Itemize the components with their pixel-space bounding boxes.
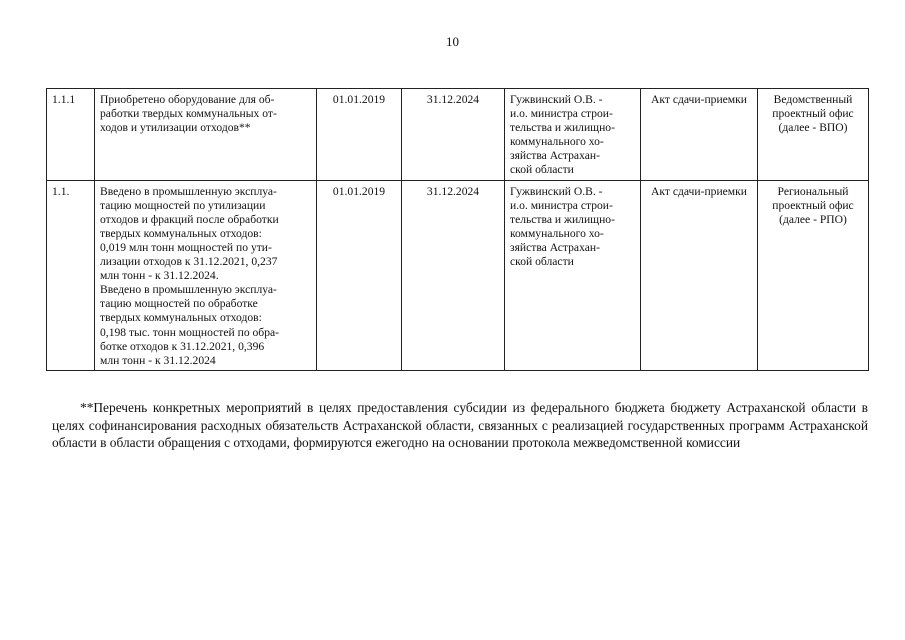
responsible-person: Гужвинский О.В. - и.о. министра строи- тельства и жилищно- коммунального хо- зяйства Астрахан- ской области	[505, 89, 641, 181]
project-office: Региональный проектный офис (далее - РПО)	[758, 180, 869, 370]
end-date: 31.12.2024	[402, 89, 505, 181]
start-date: 01.01.2019	[317, 180, 402, 370]
table-row	[47, 89, 869, 181]
footnote: **Перечень конкретных мероприятий в целях предоставления субсидии из федерального бюджета бюджету Астраханской области в целях софинансирования расходных обязательств Астраханской области, связанных с реализацией государственных программ Астраханской области в области обращения с отходами, формируются ежегодно на основании протокола межведомственной комиссии	[52, 400, 868, 451]
end-date: 31.12.2024	[402, 180, 505, 370]
row-number: 1.1.	[47, 180, 95, 370]
project-office: Ведомственный проектный офис (далее - ВПО)	[758, 89, 869, 181]
row-number: 1.1.1	[47, 89, 95, 181]
measure-description: Приобретено оборудование для об- работки твердых коммунальных от- ходов и утилизации отходов**	[95, 89, 317, 181]
start-date: 01.01.2019	[317, 89, 402, 181]
confirming-document: Акт сдачи-приемки	[641, 89, 758, 181]
measures-table	[46, 88, 869, 371]
confirming-document: Акт сдачи-приемки	[641, 180, 758, 370]
page-number: 10	[446, 34, 459, 49]
responsible-person: Гужвинский О.В. - и.о. министра строи- тельства и жилищно- коммунального хо- зяйства Астрахан- ской области	[505, 180, 641, 370]
measure-description: Введено в промышленную эксплуа- тацию мощностей по утилизации отходов и фракций после обработки твердых коммунальных отходов: 0,019 млн тонн мощностей по ути- лизации отходов к 31.12.2021, 0,237 млн тонн - к 31.12.2024. Введено в промышленную эксплуа- тацию мощностей по обработке твердых коммунальных отходов: 0,198 тыс. тонн мощностей по обра- ботке отходов к 31.12.2021, 0,396 млн тонн - к 31.12.2024	[95, 180, 317, 370]
table-row	[47, 180, 869, 370]
